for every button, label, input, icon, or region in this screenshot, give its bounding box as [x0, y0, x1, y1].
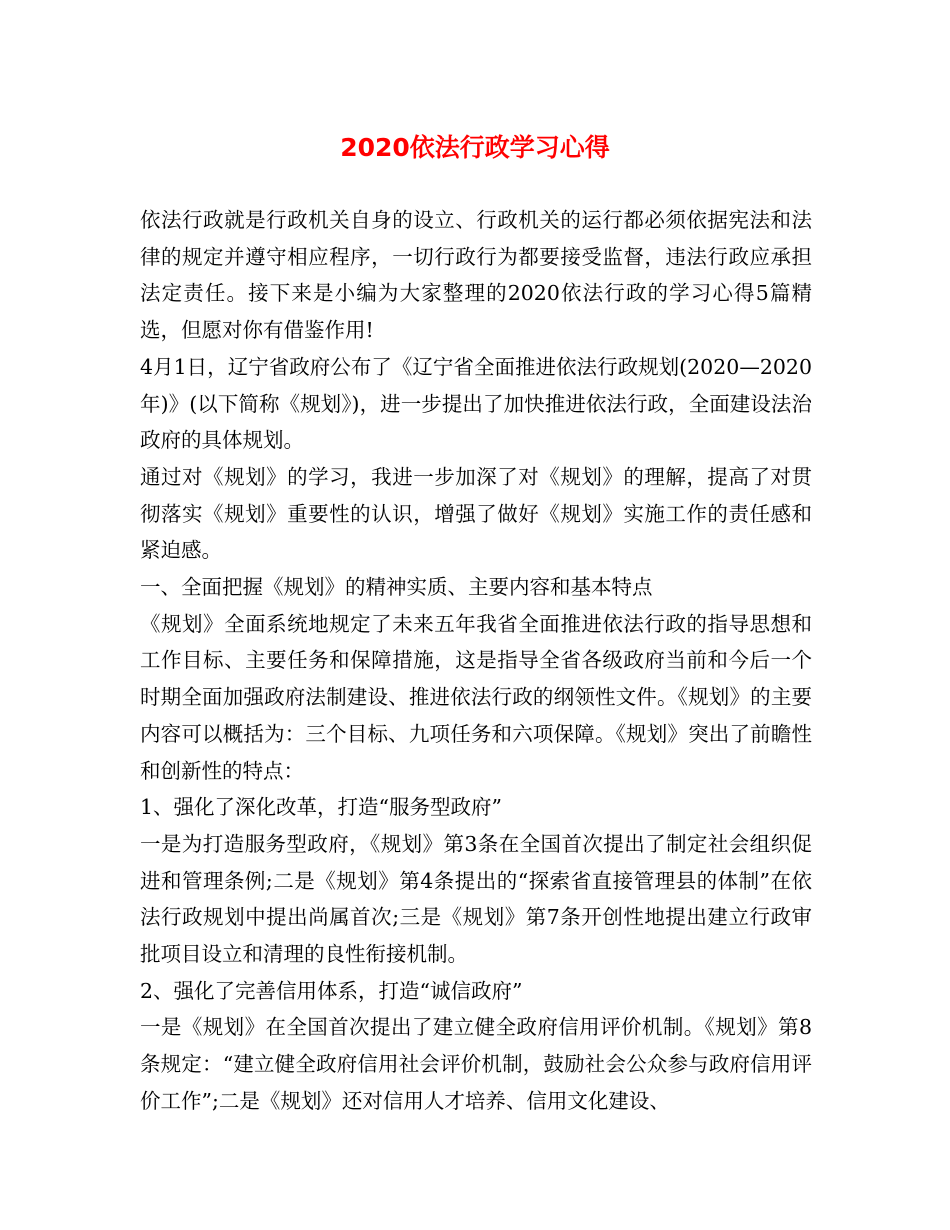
paragraph-plan-overview: 《规划》全面系统地规定了未来五年我省全面推进依法行政的指导思想和工作目标、主要任务和保障措施，这是指导全省各级政府当前和今后一个时期全面加强政府法制建设、推进依法行政的纲领性文件。《规划》的主要内容可以概括为：三个目标、九项任务和六项保障。《规划》突出了前瞻性和创新性的特点： [140, 611, 812, 783]
paragraph-service-government: 一是为打造服务型政府，《规划》第3条在全国首次提出了制定社会组织促进和管理条例;二是《规划》第4条提出的“探索省直接管理县的体制”在依法行政规划中提出尚属首次;三是《规划》第7条开创性地提出建立行政审批项目设立和清理的良性衔接机制。 [140, 831, 812, 967]
document-title: 2020依法行政学习心得 [340, 133, 610, 162]
subheading-credit-government: 2、强化了完善信用体系，打造“诚信政府” [140, 978, 523, 1003]
paragraph-credit-government: 一是《规划》在全国首次提出了建立健全政府信用评价机制。《规划》第8条规定：“建立健全政府信用社会评价机制，鼓励社会公众参与政府信用评价工作”;二是《规划》还对信用人才培养、信用文化建设、 [140, 1015, 812, 1113]
document-body [140, 202, 812, 1120]
paragraph-intro: 依法行政就是行政机关自身的设立、行政机关的运行都必须依据宪法和法律的规定并遵守相应程序，一切行政行为都要接受监督，违法行政应承担法定责任。接下来是小编为大家整理的2020依法行政的学习心得5篇精选，但愿对你有借鉴作用! [140, 208, 812, 343]
paragraph-study: 通过对《规划》的学习，我进一步加深了对《规划》的理解，提高了对贯彻落实《规划》重要性的认识，增强了做好《规划》实施工作的责任感和紧迫感。 [140, 464, 812, 563]
section-heading-1: 一、全面把握《规划》的精神实质、主要内容和基本特点 [140, 575, 653, 600]
paragraph-announcement: 4月1日，辽宁省政府公布了《辽宁省全面推进依法行政规划(2020—2020年)》(以下简称《规划》)，进一步提出了加快推进依法行政，全面建设法治政府的具体规划。 [140, 354, 812, 453]
subheading-service-government: 1、强化了深化改革，打造“服务型政府” [140, 795, 503, 820]
